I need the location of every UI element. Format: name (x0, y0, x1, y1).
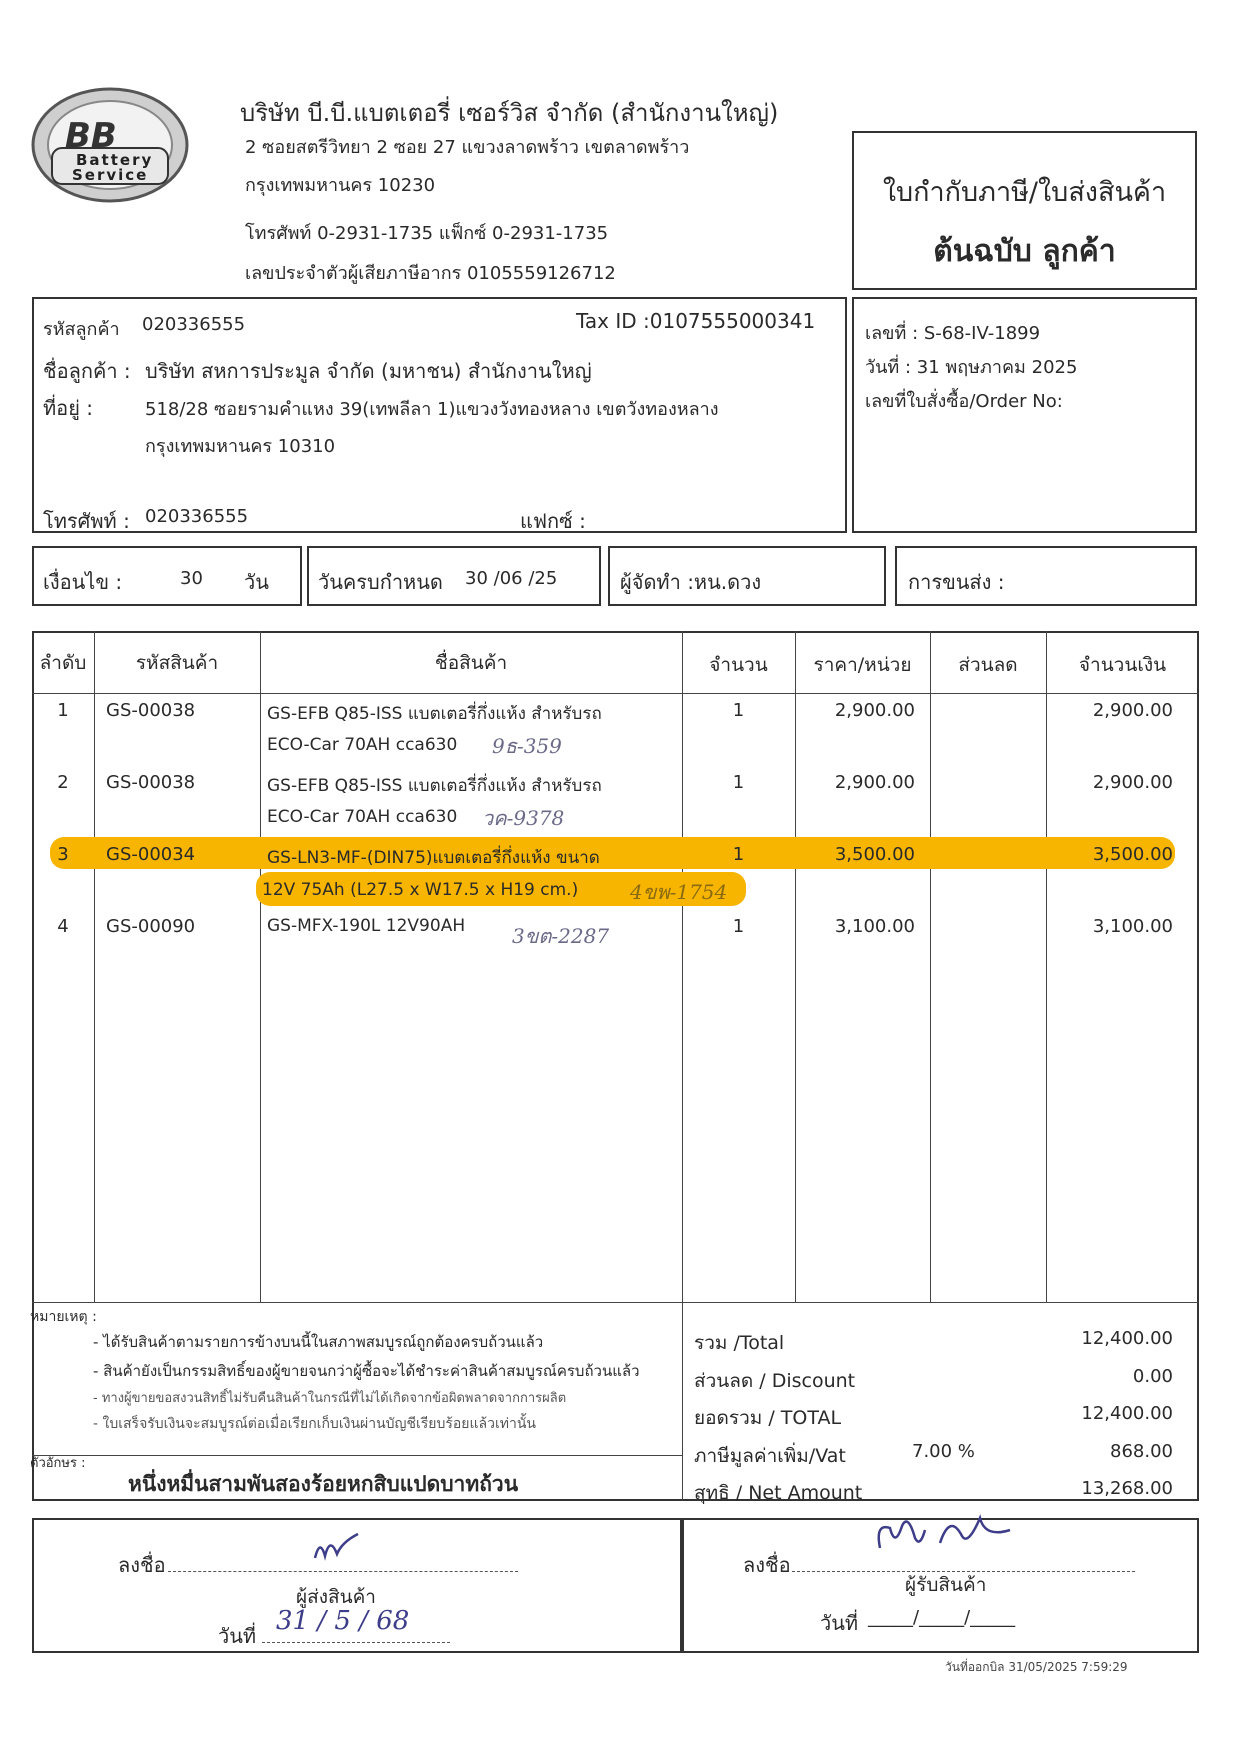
col-header-qty: จำนวน (709, 654, 768, 676)
customer-tax-id: Tax ID :0107555000341 (576, 309, 816, 333)
receiver-caption: ผู้รับสินค้า (905, 1574, 987, 1596)
terms-shipping: การขนส่ง : (908, 570, 1005, 594)
row-no: 2 (57, 772, 69, 793)
row-price: 3,500.00 (834, 844, 915, 865)
row-price: 2,900.00 (834, 772, 915, 793)
amount-words: หนึ่งหมื่นสามพันสองร้อยหกสิบแปดบาทถ้วน (128, 1472, 519, 1496)
col-divider-5 (930, 631, 931, 1302)
terms-made-by: ผู้จัดทำ :หน.ดวง (620, 570, 762, 594)
customer-name-label: ชื่อลูกค้า : (43, 359, 131, 383)
logo-text-battery: Battery (76, 151, 154, 169)
remarks-line: - ได้รับสินค้าตามรายการข้างบนนี้ในสภาพสมบูรณ์ถูกต้องครบถ้วนแล้ว (93, 1333, 544, 1351)
amount-words-label: ตัวอักษร : (30, 1456, 86, 1471)
terms-condition-label: เงื่อนไข : (43, 570, 123, 594)
row-amount: 2,900.00 (1092, 772, 1173, 793)
row-qty: 1 (732, 700, 745, 721)
row-name-1: GS-MFX-190L 12V90AH (267, 916, 466, 936)
row-name-2: 12V 75Ah (L27.5 x W17.5 x H19 cm.) (262, 880, 579, 900)
doc-order-no: เลขที่ใบสั่งซื้อ/Order No: (865, 391, 1063, 412)
company-address-1: 2 ซอยสตรีวิทยา 2 ซอย 27 แขวงลาดพร้าว เขตลาดพร้าว (245, 137, 690, 158)
row-code: GS-00034 (106, 844, 196, 865)
col-header-price: ราคา/หน่วย (813, 654, 912, 676)
row-handwritten-note: 9ธ-359 (492, 734, 562, 758)
customer-fax-label: แฟกซ์ : (520, 509, 586, 533)
company-name: บริษัท บี.บี.แบตเตอรี่ เซอร์วิส จำกัด (สำนักงานใหญ่) (240, 99, 779, 127)
row-price: 2,900.00 (834, 700, 915, 721)
row-qty: 1 (732, 916, 745, 937)
terms-condition-value: 30 (180, 568, 203, 589)
customer-phone-label: โทรศัพท์ : (43, 509, 130, 533)
remarks-line: - ใบเสร็จรับเงินจะสมบูรณ์ต่อเมื่อเรียกเก็บเงินผ่านบัญชีเรียบร้อยแล้วเท่านั้น (93, 1416, 536, 1432)
row-code: GS-00038 (106, 700, 196, 721)
sender-sign-label: ลงชื่อ (118, 1553, 166, 1577)
discount-value: 0.00 (1132, 1366, 1173, 1387)
customer-code-label: รหัสลูกค้า (43, 319, 120, 340)
col-header-name: ชื่อสินค้า (434, 652, 508, 674)
row-qty: 1 (732, 844, 745, 865)
sender-signature (310, 1528, 370, 1572)
col-header-code: รหัสสินค้า (135, 652, 219, 674)
row-name-2: ECO-Car 70AH cca630 (267, 807, 458, 827)
sender-date-line (262, 1642, 450, 1643)
total-value: 12,400.00 (1081, 1328, 1173, 1349)
terms-due-value: 30 /06 /25 (465, 568, 558, 589)
remarks-label: หมายเหตุ : (30, 1309, 97, 1325)
doc-date: วันที่ : 31 พฤษภาคม 2025 (865, 357, 1078, 378)
total-label: รวม /Total (694, 1332, 785, 1354)
row-name-1: GS-LN3-MF-(DIN75)แบตเตอรี่กึ่งแห้ง ขนาด (267, 848, 600, 868)
logo-text-service: Service (72, 166, 149, 184)
remarks-line: - ทางผู้ขายขอสงวนสิทธิ์ไม่รับคืนสินค้าในกรณีที่ไม่ได้เกิดจากข้อผิดพลาดจากการผลิต (93, 1391, 567, 1406)
row-name-1: GS-EFB Q85-ISS แบตเตอรี่กึ่งแห้ง สำหรับรถ (267, 704, 602, 724)
net-amount-value: 13,268.00 (1081, 1478, 1173, 1499)
row-code: GS-00090 (106, 916, 196, 937)
doc-title-line-2: ต้นฉบับ ลูกค้า (933, 234, 1116, 269)
vat-value: 868.00 (1110, 1441, 1173, 1462)
receiver-date-blank: _____/_____/_____ (868, 1607, 1016, 1628)
receiver-signature (870, 1508, 1020, 1562)
col-divider-3 (682, 631, 683, 1501)
row-amount: 3,500.00 (1092, 844, 1173, 865)
customer-code: 020336555 (142, 314, 246, 335)
row-handwritten-note: 3ขต-2287 (512, 924, 610, 948)
table-body-divider (32, 1302, 1199, 1303)
row-handwritten-note: 4ขพ-1754 (630, 880, 728, 904)
row-no: 1 (57, 700, 69, 721)
row-code: GS-00038 (106, 772, 196, 793)
customer-address-label: ที่อยู่ : (43, 396, 94, 420)
doc-title-line-1: ใบกำกับภาษี/ใบส่งสินค้า (882, 177, 1167, 208)
customer-address-1: 518/28 ซอยรามคำแหง 39(เทพลีลา 1)แขวงวังทองหลาง เขตวังทองหลาง (145, 399, 719, 420)
customer-phone: 020336555 (145, 506, 249, 527)
col-divider-4 (795, 631, 796, 1302)
row-qty: 1 (732, 772, 745, 793)
row-amount: 2,900.00 (1092, 700, 1173, 721)
net-amount-label: สุทธิ / Net Amount (694, 1482, 863, 1504)
grand-total-label: ยอดรวม / TOTAL (694, 1407, 842, 1429)
row-no: 4 (57, 916, 69, 937)
table-header-divider (32, 693, 1199, 694)
vat-label: ภาษีมูลค่าเพิ่ม/Vat (694, 1445, 846, 1467)
col-header-no: ลำดับ (39, 652, 87, 674)
terms-condition-unit: วัน (244, 570, 269, 594)
grand-total-value: 12,400.00 (1081, 1403, 1173, 1424)
row-amount: 3,100.00 (1092, 916, 1173, 937)
customer-address-2: กรุงเทพมหานคร 10310 (145, 436, 336, 457)
vat-rate: 7.00 % (912, 1441, 975, 1462)
receiver-sign-label: ลงชื่อ (743, 1553, 791, 1577)
company-phone: โทรศัพท์ 0-2931-1735 แฟ็กซ์ 0-2931-1735 (245, 223, 609, 244)
customer-name: บริษัท สหการประมูล จำกัด (มหาชน) สำนักงานใหญ่ (145, 359, 592, 383)
col-header-amount: จำนวนเงิน (1078, 654, 1167, 676)
col-divider-1 (94, 631, 95, 1302)
sender-date-label: วันที่ (218, 1624, 257, 1648)
row-name-2: ECO-Car 70AH cca630 (267, 735, 458, 755)
company-tax-id: เลขประจำตัวผู้เสียภาษีอากร 0105559126712 (245, 263, 616, 284)
col-divider-2 (260, 631, 261, 1302)
company-logo (30, 86, 190, 204)
col-divider-6 (1046, 631, 1047, 1302)
print-timestamp: วันที่ออกบิล 31/05/2025 7:59:29 (945, 1660, 1128, 1674)
row-name-1: GS-EFB Q85-ISS แบตเตอรี่กึ่งแห้ง สำหรับรถ (267, 776, 602, 796)
logo-text-bb: BB (65, 116, 117, 156)
doc-number: เลขที่ : S-68-IV-1899 (865, 323, 1041, 344)
row-price: 3,100.00 (834, 916, 915, 937)
sender-caption: ผู้ส่งสินค้า (296, 1586, 376, 1608)
sender-date: 31 / 5 / 68 (276, 1606, 410, 1636)
col-header-discount: ส่วนลด (958, 654, 1018, 676)
table-words-divider (32, 1455, 682, 1456)
row-3-highlight (50, 837, 1175, 869)
row-handwritten-note: วค-9378 (482, 806, 565, 830)
terms-due-label: วันครบกำหนด (318, 570, 443, 594)
row-no: 3 (57, 844, 69, 865)
remarks-line: - สินค้ายังเป็นกรรมสิทธิ์ของผู้ขายจนกว่าผู้ซื้อจะได้ชำระค่าสินค้าสมบูรณ์ครบถ้วนแล้ว (93, 1362, 640, 1380)
discount-label: ส่วนลด / Discount (694, 1370, 856, 1392)
receiver-date-label: วันที่ (820, 1611, 859, 1635)
company-address-2: กรุงเทพมหานคร 10230 (245, 175, 436, 196)
